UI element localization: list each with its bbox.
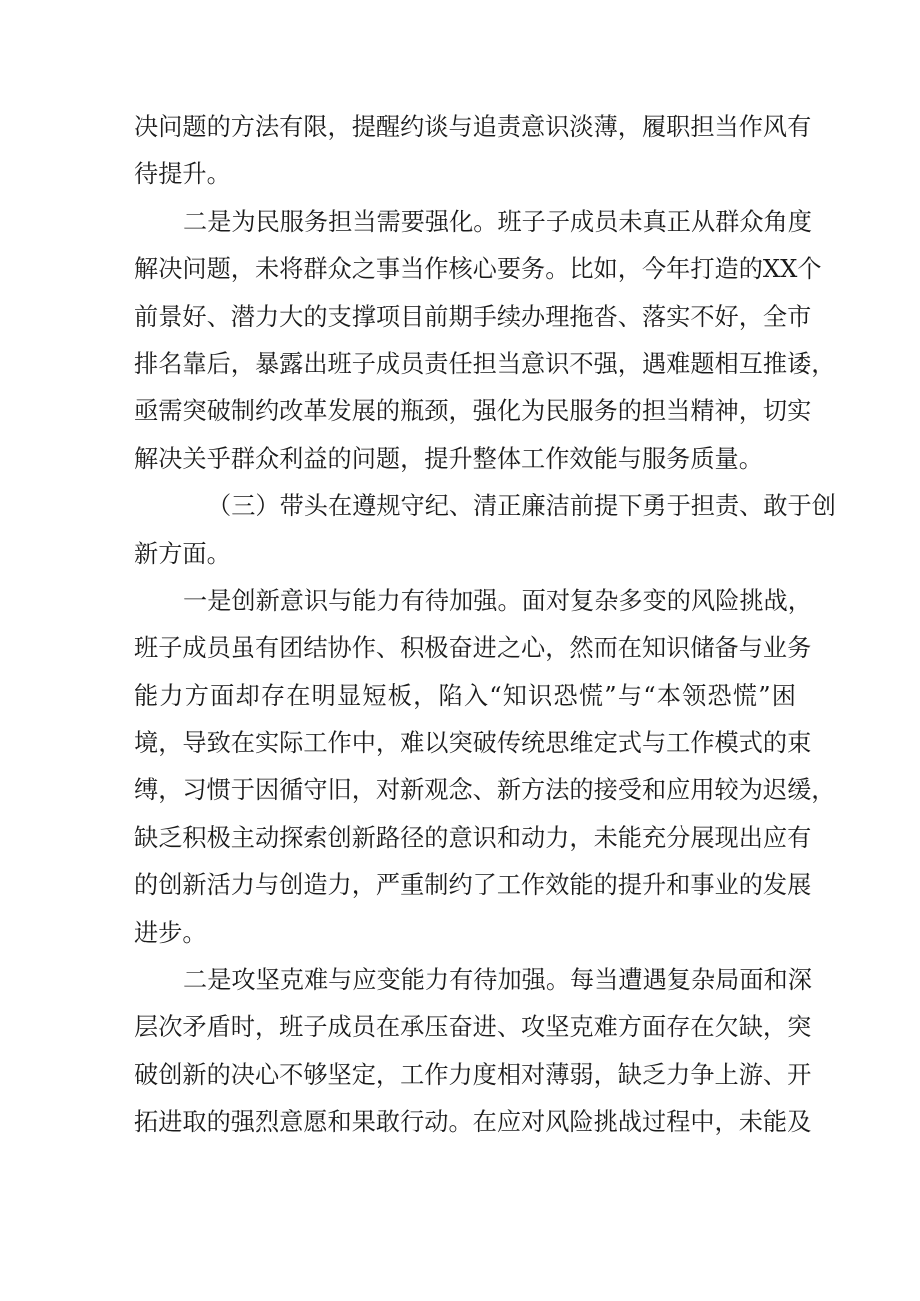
paragraph-innovation bbox=[134, 578, 836, 957]
text-line: 层次矛盾时，班子成员在承压奋进、攻坚克难方面存在欠缺，突 bbox=[134, 1013, 812, 1042]
paragraph-continuation bbox=[134, 104, 812, 199]
text-line: 解决问题，未将群众之事当作核心要务。比如，今年打造的XX个 bbox=[134, 255, 822, 284]
text-line: 的创新活力与创造力，严重制约了工作效能的提升和事业的发展 bbox=[134, 871, 812, 900]
text-line: 新方面。 bbox=[134, 539, 231, 568]
text-line: 决问题的方法有限，提醒约谈与追责意识淡薄，履职担当作风有 bbox=[134, 113, 812, 141]
text-line: 待提升。 bbox=[134, 160, 231, 189]
paragraph-tackling bbox=[134, 957, 812, 1147]
text-line: 缚，习惯于因循守旧，对新观念、新方法的接受和应用较为迟缓， bbox=[134, 776, 836, 805]
text-line: 二是为民服务担当需要强化。班子子成员未真正从群众角度 bbox=[183, 207, 812, 236]
text-line: 一是创新意识与能力有待加强。面对复杂多变的风险挑战， bbox=[183, 586, 812, 615]
text-line: 解决关乎群众利益的问题，提升整体工作效能与服务质量。 bbox=[134, 444, 763, 473]
text-line: 境，导致在实际工作中，难以突破传统思维定式与工作模式的束 bbox=[134, 729, 812, 758]
text-line: 二是攻坚克难与应变能力有待加强。每当遭遇复杂局面和深 bbox=[183, 966, 812, 995]
text-line: 前景好、潜力大的支撑项目前期手续办理拖沓、落实不好，全市 bbox=[134, 302, 812, 331]
text-line: （三）带头在遵规守纪、清正廉洁前提下勇于担责、敢于创 bbox=[207, 492, 836, 521]
text-line: 进步。 bbox=[134, 918, 207, 947]
section-heading-3 bbox=[134, 483, 836, 578]
text-line: 排名靠后，暴露出班子成员责任担当意识不强，遇难题相互推诿， bbox=[134, 349, 836, 378]
text-line: 能力方面却存在明显短板，陷入“知识恐慌”与“本领恐慌”困 bbox=[134, 681, 796, 710]
text-line: 班子成员虽有团结协作、积极奋进之心，然而在知识储备与业务 bbox=[134, 634, 812, 663]
text-line: 缺乏积极主动探索创新路径的意识和动力，未能充分展现出应有 bbox=[134, 823, 812, 852]
text-line: 亟需突破制约改革发展的瓶颈，强化为民服务的担当精神，切实 bbox=[134, 397, 812, 426]
paragraph-service bbox=[134, 199, 836, 483]
document-body bbox=[134, 104, 836, 1147]
text-line: 破创新的决心不够坚定，工作力度相对薄弱，缺乏力争上游、开 bbox=[134, 1060, 812, 1089]
text-line: 拓进取的强烈意愿和果敢行动。在应对风险挑战过程中，未能及 bbox=[134, 1108, 812, 1137]
